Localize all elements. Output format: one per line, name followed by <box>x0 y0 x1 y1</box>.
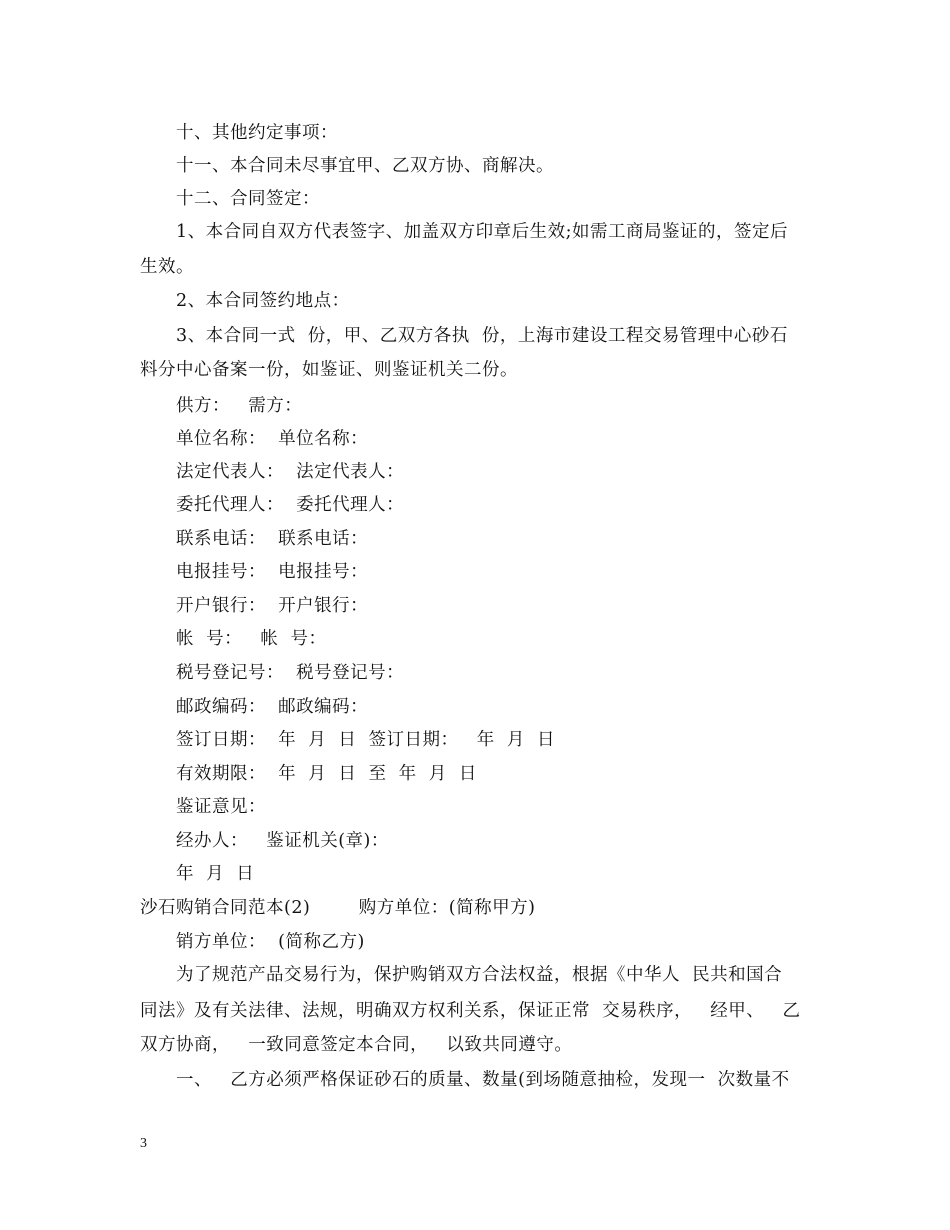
preamble-line-1: 为了规范产品交易行为，保护购销双方合法权益，根据《中华人 民共和国合 <box>176 965 783 985</box>
field-telegraph: 电报挂号： 电报挂号： <box>176 562 369 582</box>
field-sign-date: 签订日期： 年 月 日 签订日期： 年 月 日 <box>176 730 555 750</box>
field-validity: 有效期限： 年 月 日 至 年 月 日 <box>176 764 477 784</box>
field-handler: 经办人： 鉴证机关(章)： <box>176 831 389 851</box>
clause-12: 十二、合同签定： <box>176 189 320 209</box>
field-tax-number: 税号登记号： 税号登记号： <box>176 663 405 683</box>
field-authorized-agent: 委托代理人： 委托代理人： <box>176 495 405 515</box>
clause-12-item-3-cont: 料分中心备案一份，如鉴证、则鉴证机关二份。 <box>140 360 518 380</box>
preamble-line-3: 双方协商， 一致同意签定本合同， 以致共同遵守。 <box>140 1035 573 1055</box>
field-verification-opinion: 鉴证意见： <box>176 797 266 817</box>
clause-11: 十一、本合同未尽事宜甲、乙双方协、商解决。 <box>176 156 554 176</box>
template-title: 沙石购销合同范本(2) 购方单位：(简称甲方) <box>140 898 536 918</box>
field-date: 年 月 日 <box>176 864 255 884</box>
clause-12-item-1-cont: 生效。 <box>140 257 194 277</box>
field-account: 帐 号： 帐 号： <box>176 629 327 649</box>
field-legal-representative: 法定代表人： 法定代表人： <box>176 462 405 482</box>
seller-unit: 销方单位： (简称乙方) <box>176 932 365 952</box>
field-unit-name: 单位名称： 单位名称： <box>176 429 369 449</box>
party-header: 供方： 需方： <box>176 396 303 416</box>
page-number: 3 <box>140 1136 147 1151</box>
article-1: 一、 乙方必须严格保证砂石的质量、数量(到场随意抽检，发现一 次数量不 <box>176 1070 790 1090</box>
clause-12-item-3: 3、本合同一式 份，甲、乙双方各执 份，上海市建设工程交易管理中心砂石 <box>176 326 788 346</box>
clause-10: 十、其他约定事项： <box>176 123 338 143</box>
clause-12-item-1: 1、本合同自双方代表签字、加盖双方印章后生效;如需工商局鉴证的，签定后 <box>176 222 789 242</box>
preamble-line-2: 同法》及有关法律、法规，明确双方权利关系，保证正常 交易秩序， 经甲、 乙 <box>140 1001 801 1021</box>
field-phone: 联系电话： 联系电话： <box>176 529 369 549</box>
clause-12-item-2: 2、本合同签约地点： <box>176 291 350 311</box>
field-bank: 开户银行： 开户银行： <box>176 596 369 616</box>
field-postal-code: 邮政编码： 邮政编码： <box>176 697 369 717</box>
